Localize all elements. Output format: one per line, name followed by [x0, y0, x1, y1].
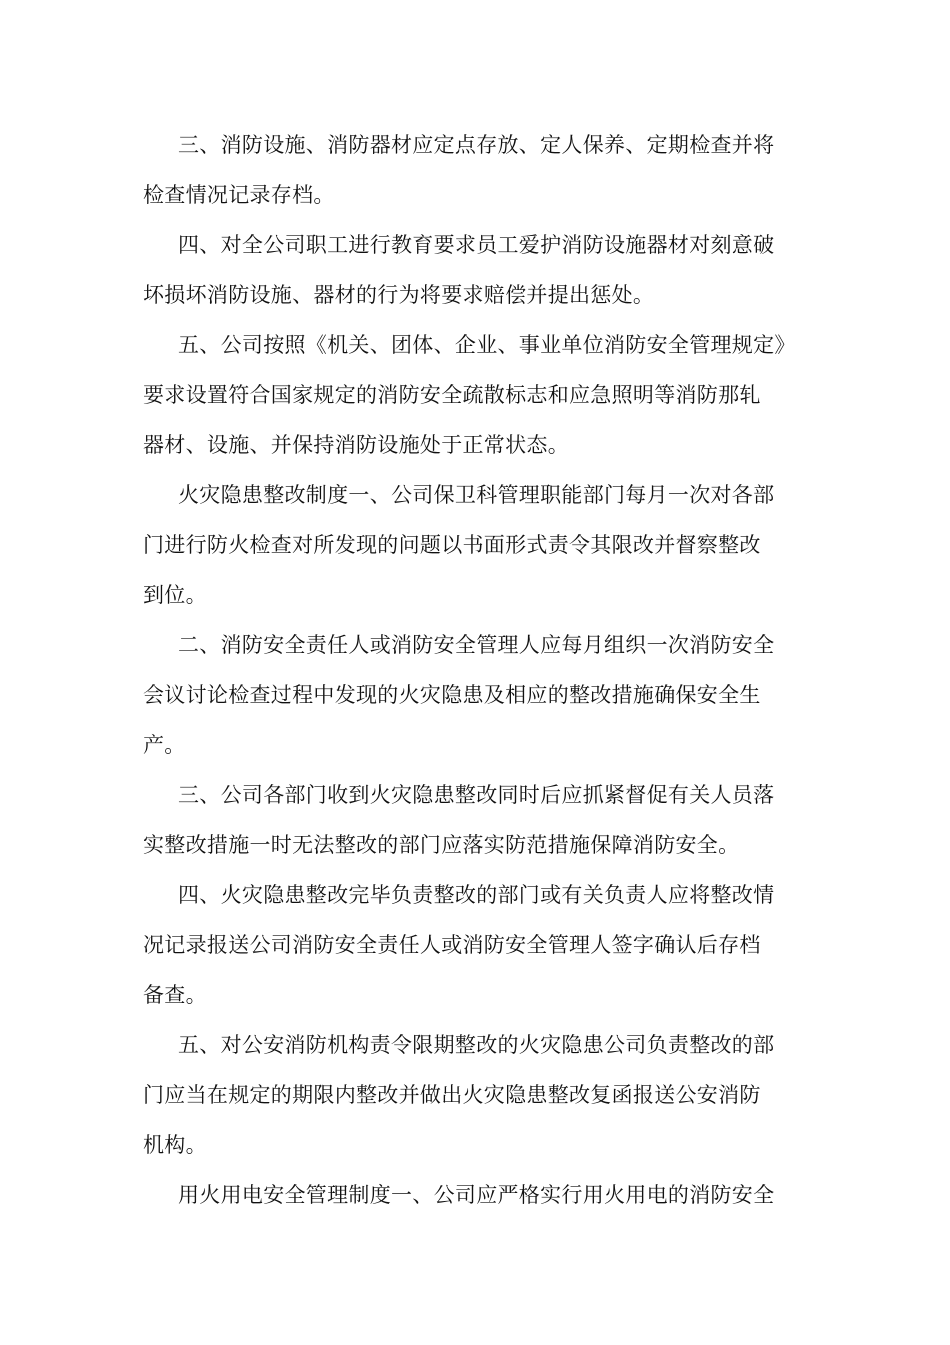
- document-body: [143, 120, 796, 1220]
- paragraph-line: 门应当在规定的期限内整改并做出火灾隐患整改复函报送公安消防: [143, 1083, 761, 1107]
- paragraph-line: 会议讨论检查过程中发现的火灾隐患及相应的整改措施确保安全生: [143, 683, 761, 707]
- paragraph-completion-record: [143, 870, 783, 1020]
- paragraph-line: 门进行防火检查对所发现的问题以书面形式责令其限改并督察整改: [143, 533, 761, 557]
- paragraph-monthly-meeting: [143, 620, 783, 770]
- paragraph-line: 产。: [143, 733, 186, 757]
- paragraph-fire-authority-deadline: [143, 1020, 783, 1170]
- paragraph-staff-education: [143, 220, 783, 320]
- paragraph-line: 器材、设施、并保持消防设施处于正常状态。: [143, 433, 569, 457]
- paragraph-line: 到位。: [143, 583, 207, 607]
- paragraph-line: 三、消防设施、消防器材应定点存放、定人保养、定期检查并将: [178, 133, 775, 157]
- paragraph-line: 五、对公安消防机构责令限期整改的火灾隐患公司负责整改的部: [178, 1033, 775, 1057]
- paragraph-line: 要求设置符合国家规定的消防安全疏散标志和应急照明等消防那轧: [143, 383, 761, 407]
- paragraph-line: 五、公司按照《机关、团体、企业、事业单位消防安全管理规定》: [178, 333, 796, 357]
- paragraph-line: 备查。: [143, 983, 207, 1007]
- paragraph-department-action: [143, 770, 783, 870]
- paragraph-line: 二、消防安全责任人或消防安全管理人应每月组织一次消防安全: [178, 633, 775, 657]
- paragraph-line: 况记录报送公司消防安全责任人或消防安全管理人签字确认后存档: [143, 933, 761, 957]
- paragraph-line: 机构。: [143, 1133, 207, 1157]
- paragraph-facilities-storage: [143, 120, 783, 220]
- paragraph-line: 检查情况记录存档。: [143, 183, 335, 207]
- paragraph-line: 三、公司各部门收到火灾隐患整改同时后应抓紧督促有关人员落: [178, 783, 775, 807]
- paragraph-evacuation-signs: [143, 320, 796, 470]
- paragraph-line: 用火用电安全管理制度一、公司应严格实行用火用电的消防安全: [178, 1183, 775, 1207]
- paragraph-hazard-rectification-intro: [143, 470, 783, 620]
- paragraph-line: 实整改措施一时无法整改的部门应落实防范措施保障消防安全。: [143, 833, 740, 857]
- paragraph-line: 四、火灾隐患整改完毕负责整改的部门或有关负责人应将整改情: [178, 883, 775, 907]
- paragraph-line: 四、对全公司职工进行教育要求员工爱护消防设施器材对刻意破: [178, 233, 775, 257]
- paragraph-fire-electricity-intro: [143, 1170, 783, 1220]
- paragraph-line: 火灾隐患整改制度一、公司保卫科管理职能部门每月一次对各部: [178, 483, 775, 507]
- paragraph-line: 坏损坏消防设施、器材的行为将要求赔偿并提出惩处。: [143, 283, 655, 307]
